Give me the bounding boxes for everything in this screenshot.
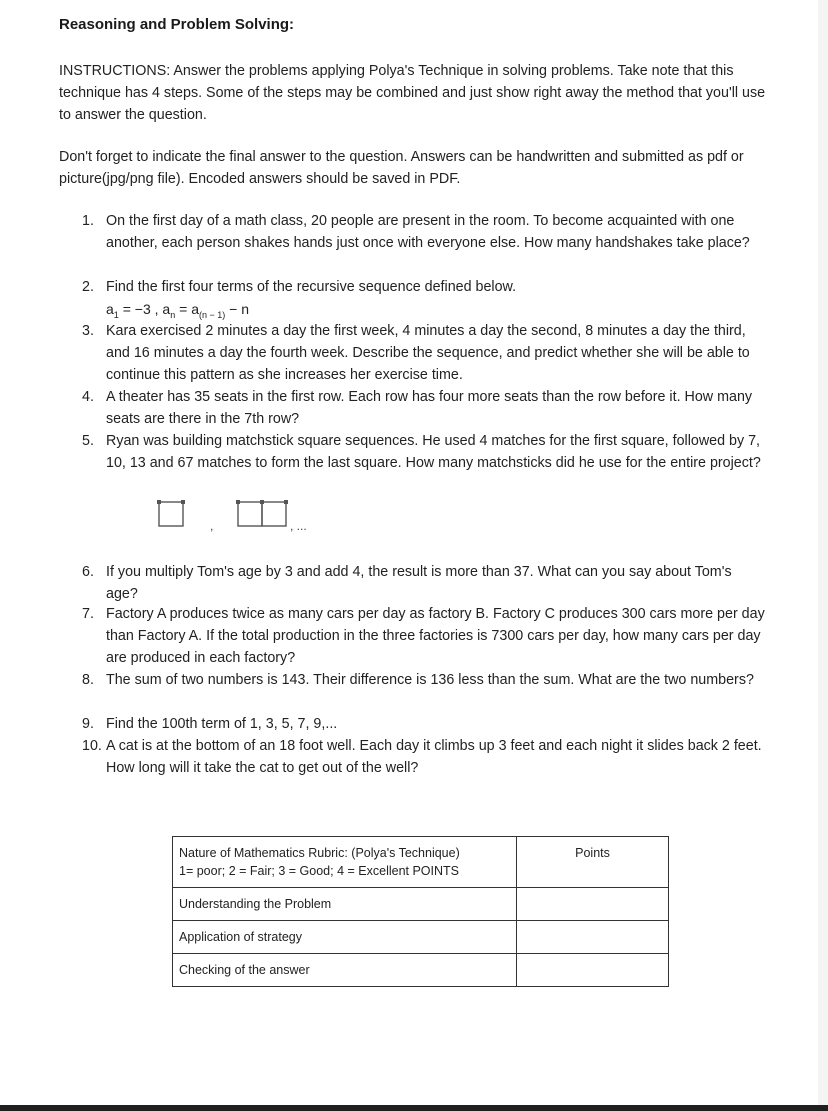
rubric-table xyxy=(172,836,669,987)
problem-text: Find the 100th term of 1, 3, 5, 7, 9,... xyxy=(106,716,338,732)
rubric-scale: 1= poor; 2 = Fair; 3 = Good; 4 = Excellent POINTS xyxy=(179,864,460,878)
problem-text: If you multiply Tom's age by 3 and add 4, the result is more than 37. What can you say about Tom's age? xyxy=(106,564,732,602)
page-edge-shadow xyxy=(818,0,828,1111)
problem-number: 7. xyxy=(82,606,94,622)
page-title: Reasoning and Problem Solving: xyxy=(59,16,295,33)
problem-text: Factory A produces twice as many cars per day as factory B. Factory C produces 300 cars more per day than Factory A. If the total production in the three factories is 7300 cars per day, how many cars per day are produced in each factory? xyxy=(106,606,765,666)
matchstick-squares-figure xyxy=(155,496,335,536)
problem-number: 9. xyxy=(82,716,94,732)
problem-number: 3. xyxy=(82,323,94,339)
instructions-paragraph: INSTRUCTIONS: Answer the problems applying Polya's Technique in solving problems. Take note that this technique has 4 steps. Some of the steps may be combined and just show right away the method that you'll use to answer the question. xyxy=(59,63,766,123)
formula-term: a xyxy=(191,301,199,317)
problem-number: 4. xyxy=(82,389,94,405)
problem-number: 10. xyxy=(82,738,102,754)
rubric-criterion: Application of strategy xyxy=(173,921,517,954)
figure-ellipsis: , ... xyxy=(290,519,307,533)
problem-number: 8. xyxy=(82,672,94,688)
rubric-title: Nature of Mathematics Rubric: (Polya's Technique) xyxy=(179,846,460,860)
rubric-row xyxy=(173,954,669,987)
problem-text: A theater has 35 seats in the first row. Each row has four more seats than the row before it. How many seats are there in the 7th row? xyxy=(106,389,753,427)
formula-subscript: n xyxy=(170,309,176,320)
formula-text: − n xyxy=(225,301,249,317)
rubric-criterion: Checking of the answer xyxy=(173,954,517,987)
problem-number: 2. xyxy=(82,279,94,295)
formula-text: = −3 , xyxy=(118,301,163,317)
page-bottom-edge xyxy=(0,1105,828,1111)
reminder-paragraph: Don't forget to indicate the final answer to the question. Answers can be handwritten and submitted as pdf or picture(jpg/png file). Encoded answers should be saved in PDF. xyxy=(59,149,744,187)
match-head xyxy=(260,500,264,504)
formula-subscript: 1 xyxy=(113,309,119,320)
match-head xyxy=(181,500,185,504)
problem-text: Ryan was building matchstick square sequences. He used 4 matches for the first square, followed by 7, 10, 13 and 67 matches to form the last square. How many matchsticks did he use for the entire project? xyxy=(106,433,761,471)
rubric-points-cell[interactable] xyxy=(517,954,669,987)
figure-separator: , xyxy=(210,519,214,533)
problem-text: Find the first four terms of the recursive sequence defined below. xyxy=(106,279,517,295)
match-head xyxy=(157,500,161,504)
problem-text: A cat is at the bottom of an 18 foot well. Each day it climbs up 3 feet and each night it slides back 2 feet. How long will it take the cat to get out of the well? xyxy=(106,738,762,776)
problem-number: 1. xyxy=(82,213,94,229)
problem-text: Kara exercised 2 minutes a day the first week, 4 minutes a day the second, 8 minutes a day the third, and 16 minutes a day the fourth week. Describe the sequence, and predict whether she will be able to continue this pattern as she increases her exercise time. xyxy=(106,323,750,383)
matchstick-square-2a xyxy=(238,502,262,526)
rubric-header-row xyxy=(173,837,669,888)
problem-number: 5. xyxy=(82,433,94,449)
formula-term: a xyxy=(106,301,114,317)
matchstick-square-2b xyxy=(262,502,286,526)
formula-subscript: (n − 1) xyxy=(198,309,226,320)
points-column-header: Points xyxy=(517,837,669,888)
formula-text: = xyxy=(175,301,192,317)
rubric-header-cell xyxy=(173,837,517,888)
match-head xyxy=(236,500,240,504)
rubric-row xyxy=(173,921,669,954)
rubric-points-cell[interactable] xyxy=(517,888,669,921)
match-head xyxy=(284,500,288,504)
formula-term: a xyxy=(162,301,171,317)
problem-text: On the first day of a math class, 20 people are present in the room. To become acquainted with one another, each person shakes hands just once with everyone else. How many handshakes take place? xyxy=(106,213,750,251)
rubric-points-cell[interactable] xyxy=(517,921,669,954)
problem-number: 6. xyxy=(82,564,94,580)
problem-text: The sum of two numbers is 143. Their difference is 136 less than the sum. What are the two numbers? xyxy=(106,672,754,688)
rubric-row xyxy=(173,888,669,921)
matchstick-square-1 xyxy=(159,502,183,526)
rubric-criterion: Understanding the Problem xyxy=(173,888,517,921)
